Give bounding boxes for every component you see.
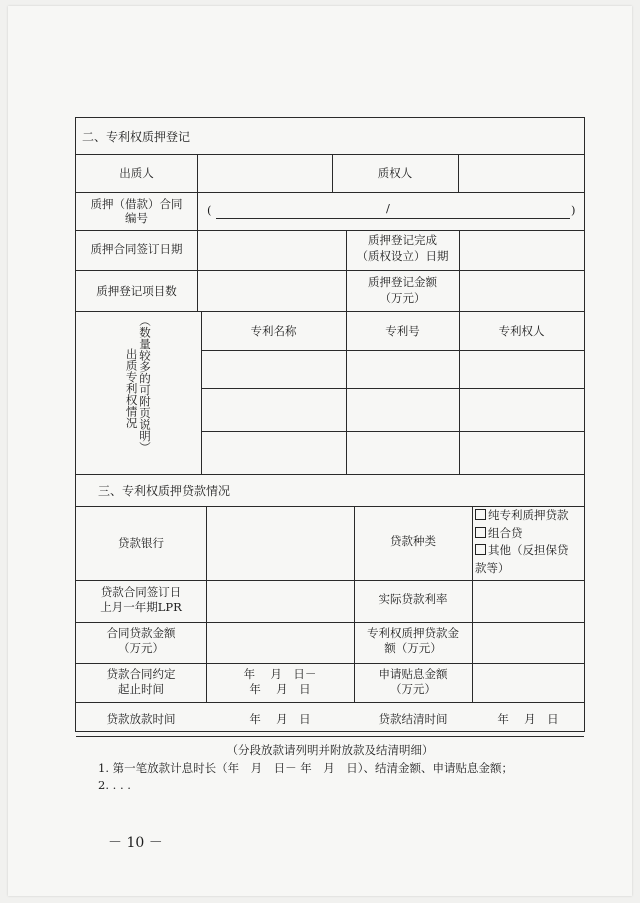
contract-sign-date-label: 质押合同签订日期 xyxy=(90,242,183,256)
checkbox-icon xyxy=(475,509,486,520)
checkbox-icon xyxy=(475,527,486,538)
patent-loan-amount-label: 专利权质押贷款金 额（万元） xyxy=(367,626,459,655)
patent-loan-amount-field[interactable] xyxy=(473,623,583,662)
notes-line-2: 2. . . . xyxy=(98,778,131,792)
page-number: － 10 － xyxy=(108,835,163,851)
contract-sign-date-field[interactable] xyxy=(198,231,345,269)
loan-type-label: 贷款种类 xyxy=(390,534,436,548)
pledged-patents-note: （数量较多的可附页说明） xyxy=(138,315,152,453)
disbursement-date-field[interactable]: 年 月 日 xyxy=(249,712,311,726)
pledged-patents-label: 出质专利权情况 xyxy=(124,348,139,429)
contract-number-field[interactable] xyxy=(198,193,583,229)
settlement-time-label: 贷款结清时间 xyxy=(378,712,448,726)
pledgor-label: 出质人 xyxy=(119,166,154,180)
application-form-table xyxy=(75,117,585,792)
pledgor-field[interactable] xyxy=(198,155,331,191)
contract-loan-amount-label: 合同贷款金额 （万元） xyxy=(106,626,176,655)
section-3-title: 三、专利权质押贷款情况 xyxy=(98,484,231,498)
section-2-title: 二、专利权质押登记 xyxy=(82,130,191,144)
notes-line-1: 1. 第一笔放款计息时长（年 月 日－ 年 月 日）、结清金额、申请贴息金额； xyxy=(98,761,514,775)
registration-amount-label: 质押登记金额 （万元） xyxy=(368,275,437,305)
contract-number-open-paren: ( xyxy=(207,203,212,217)
checkbox-icon xyxy=(475,544,486,555)
notes-heading: （分段放款请列明并附放款及结清明细） xyxy=(226,743,434,757)
lending-bank-field[interactable] xyxy=(207,507,353,579)
pledgee-label: 质权人 xyxy=(377,166,413,180)
settlement-date-field[interactable]: 年 月 日 xyxy=(497,712,559,726)
actual-rate-label: 实际贷款利率 xyxy=(378,592,448,606)
document-page xyxy=(8,6,632,896)
registration-item-count-label: 质押登记项目数 xyxy=(96,284,177,298)
patent-number-header: 专利号 xyxy=(385,324,420,338)
contract-loan-amount-field[interactable] xyxy=(207,623,353,662)
subsidy-amount-field[interactable] xyxy=(473,664,583,701)
lpr-field[interactable] xyxy=(207,581,353,621)
loan-type-options: 纯专利质押贷款 组合贷 其他（反担保贷 款等） xyxy=(475,508,569,575)
registration-amount-field[interactable] xyxy=(460,271,583,310)
subsidy-amount-label: 申请贴息金额 （万元） xyxy=(378,667,448,696)
registration-item-count-field[interactable] xyxy=(198,271,345,310)
patent-owner-header: 专利权人 xyxy=(498,324,545,338)
pledgee-field[interactable] xyxy=(459,155,583,191)
lpr-label: 贷款合同签订日 上月一年期LPR xyxy=(100,585,182,614)
loan-period-field[interactable]: 年 月 日－ 年 月 日 xyxy=(243,667,317,696)
lending-bank-label: 贷款银行 xyxy=(118,536,164,550)
registration-complete-date-field[interactable] xyxy=(460,231,583,269)
patent-name-header: 专利名称 xyxy=(250,324,297,338)
loan-type-option-other[interactable]: 其他（反担保贷 xyxy=(475,542,569,560)
contract-number-close-paren: ) xyxy=(571,203,576,217)
actual-rate-field[interactable] xyxy=(473,581,583,621)
contract-number-label: 质押（借款）合同 编号 xyxy=(90,197,183,225)
loan-type-option-pure-patent[interactable]: 纯专利质押贷款 xyxy=(475,507,569,525)
loan-type-option-combined[interactable]: 组合贷 xyxy=(475,525,569,543)
loan-period-label: 贷款合同约定 起止时间 xyxy=(106,667,176,696)
disbursement-time-label: 贷款放款时间 xyxy=(106,712,176,726)
registration-complete-date-label: 质押登记完成 （质权设立）日期 xyxy=(356,233,449,263)
contract-number-slash: / xyxy=(386,201,390,215)
